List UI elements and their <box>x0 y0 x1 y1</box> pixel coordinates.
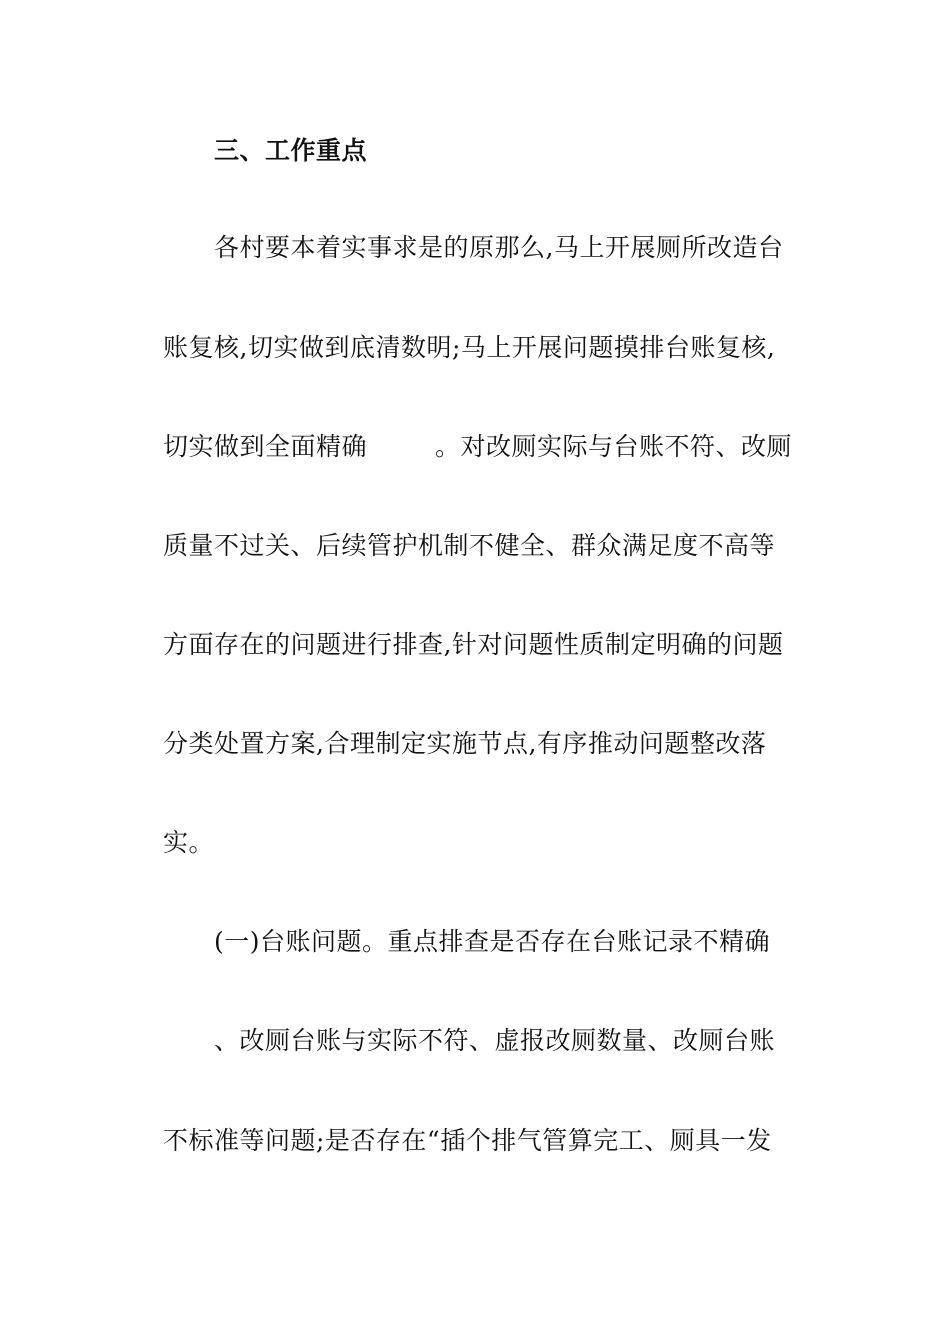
paragraph-text: 切实做到全面精确 <box>163 432 368 461</box>
paragraph-line: 实。 <box>163 828 215 857</box>
paragraph-line: 账复核,切实做到底清数明;马上开展问题摸排台账复核, <box>163 333 776 362</box>
paragraph-line: 各村要本着实事求是的原那么,马上开展厕所改造台 <box>214 233 784 262</box>
paragraph-line: 不标准等问题;是否存在“插个排气管算完工、厕具一发 <box>163 1126 772 1155</box>
paragraph-line: (一)台账问题。重点排查是否存在台账记录不精确 <box>214 927 771 956</box>
paragraph-line <box>163 432 793 462</box>
paragraph-line: 分类处置方案,合理制定实施节点,有序推动问题整改落 <box>163 729 767 758</box>
paragraph-line: 、改厕台账与实际不符、虚报改厕数量、改厕台账 <box>214 1026 776 1055</box>
paragraph-line: 质量不过关、后续管护机制不健全、群众满足度不高等 <box>163 531 776 560</box>
paragraph-line: 方面存在的问题进行排查,针对问题性质制定明确的问题 <box>163 630 784 659</box>
section-heading: 三、工作重点 <box>214 136 368 165</box>
paragraph-text: 。对改厕实际与台账不符、改厕 <box>435 432 793 461</box>
